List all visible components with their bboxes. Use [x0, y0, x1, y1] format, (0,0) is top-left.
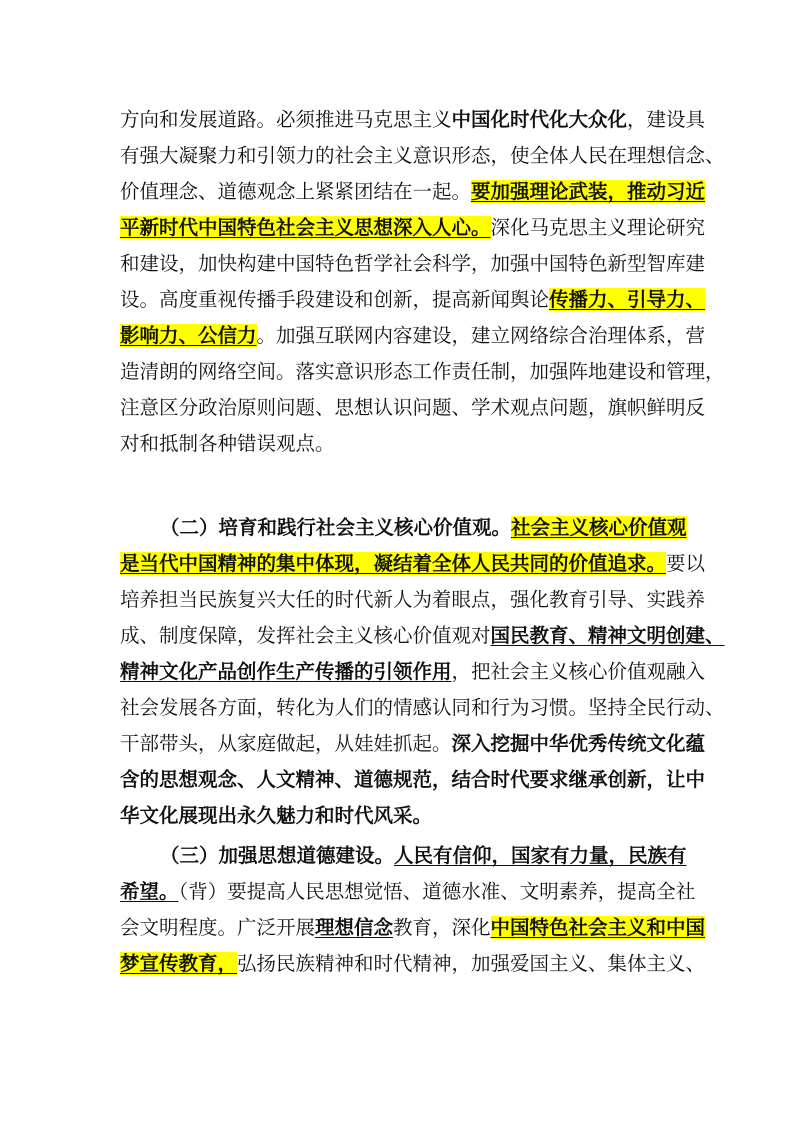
- p1-highlight-text: 传播力、引导力、: [549, 288, 706, 311]
- p1-bold-text: 中国化时代化大众化: [451, 108, 628, 131]
- p3-line-2: [120, 879, 696, 905]
- p2-line-1: [160, 515, 687, 541]
- p3-underlined-text: 希望。: [120, 880, 179, 903]
- p1-highlight-text: 要加强理论武装，推动习近: [471, 180, 706, 203]
- p2-line-5: [120, 659, 706, 685]
- p2-underlined-text: 精神文化产品创作生产传播的引领作用: [120, 660, 452, 683]
- section-heading-2: （二）培育和践行社会主义核心价值观。: [160, 516, 512, 539]
- p1-line-7: [120, 323, 706, 349]
- p1-text: 对和抵制各种错误观点。: [120, 432, 335, 455]
- p1-line-1: [120, 107, 706, 133]
- p1-text: 深化马克思主义理论研究: [490, 216, 706, 239]
- p1-text: 有强大凝聚力和引领力的社会主义意识形态，使全体人民在理想信念、: [120, 144, 725, 167]
- p1-line-9: [120, 395, 706, 421]
- p3-line-4: [120, 951, 706, 977]
- p2-highlight-text: 社会主义核心价值观: [511, 516, 687, 539]
- p1-text: ，建设具: [627, 108, 706, 131]
- p2-line-8: [120, 767, 706, 793]
- p2-text: 培养担当民族复兴大任的时代新人为着眼点，强化教育引导、实践养: [120, 588, 706, 611]
- p2-line-9: [120, 803, 680, 829]
- p3-text: 弘扬民族精神和时代精神，加强爱国主义、集体主义、: [237, 952, 706, 975]
- p1-line-4: [120, 215, 706, 241]
- p1-text: 设。高度重视传播手段建设和创新，提高新闻舆论: [120, 288, 550, 311]
- p2-line-6: [120, 695, 725, 721]
- p2-line-7: [120, 731, 706, 757]
- p2-text: 社会发展各方面，转化为人们的情感认同和行为习惯。坚持全民行动、: [120, 696, 725, 719]
- p2-text: ，把社会主义核心价值观融入: [451, 660, 706, 683]
- p3-highlight-text: 梦宣传教育，: [120, 952, 238, 975]
- p3-highlight-text: 中国特色社会主义和中国: [490, 916, 706, 939]
- p2-line-2: [120, 551, 706, 577]
- p2-highlight-text: 是当代中国精神的集中体现，凝结着全体人民共同的价值追求。: [120, 552, 667, 575]
- p1-line-8: [120, 359, 725, 385]
- p1-text: 方向和发展道路。必须推进马克思主义: [120, 108, 452, 131]
- p3-text: 会文明程度。广泛开展: [120, 916, 316, 939]
- p1-line-2: [120, 143, 725, 169]
- p3-line-1: [160, 843, 687, 869]
- p2-underlined-text: 国民教育、精神文明创建、: [490, 624, 725, 647]
- section-heading-3: （三）加强思想道德建设。: [160, 844, 395, 867]
- p3-line-3: [120, 915, 706, 941]
- p2-bold-text: 深入挖掘中华优秀传统文化蕴: [451, 732, 706, 755]
- p1-line-5: [120, 251, 706, 277]
- p2-text: 成、制度保障，发挥社会主义核心价值观对: [120, 624, 491, 647]
- p2-text: 要以: [666, 552, 706, 575]
- p1-text: 注意区分政治原则问题、思想认识问题、学术观点问题，旗帜鲜明反: [120, 396, 706, 419]
- p2-bold-text: 含的思想观念、人文精神、道德规范，结合时代要求继承创新，让中: [120, 768, 706, 791]
- p1-text: 和建设，加快构建中国特色哲学社会科学，加强中国特色新型智库建: [120, 252, 706, 275]
- p1-text: 价值理念、道德观念上紧紧团结在一起。: [120, 180, 472, 203]
- p2-text: 干部带头，从家庭做起，从娃娃抓起。: [120, 732, 452, 755]
- p2-bold-text: 华文化展现出永久魅力和时代风采。: [120, 804, 433, 827]
- p3-text: （背）要提高人民思想觉悟、道德水准、文明素养，提高全社: [178, 880, 696, 903]
- p1-line-10: [120, 431, 680, 457]
- p3-text: 教育，深化: [393, 916, 491, 939]
- p1-line-6: [120, 287, 706, 313]
- p1-text: 。加强互联网内容建设，建立网络综合治理体系，营: [256, 324, 706, 347]
- p1-line-3: [120, 179, 706, 205]
- p3-underlined-text: 理想信念: [315, 916, 394, 939]
- p1-text: 造清朗的网络空间。落实意识形态工作责任制，加强阵地建设和管理，: [120, 360, 725, 383]
- p1-highlight-text: 平新时代中国特色社会主义思想深入人心。: [120, 216, 491, 239]
- p1-highlight-text: 影响力、公信力: [120, 324, 257, 347]
- p2-line-3: [120, 587, 706, 613]
- p2-line-4: [120, 623, 725, 649]
- p3-underlined-text: 人民有信仰，国家有力量，民族有: [394, 844, 687, 867]
